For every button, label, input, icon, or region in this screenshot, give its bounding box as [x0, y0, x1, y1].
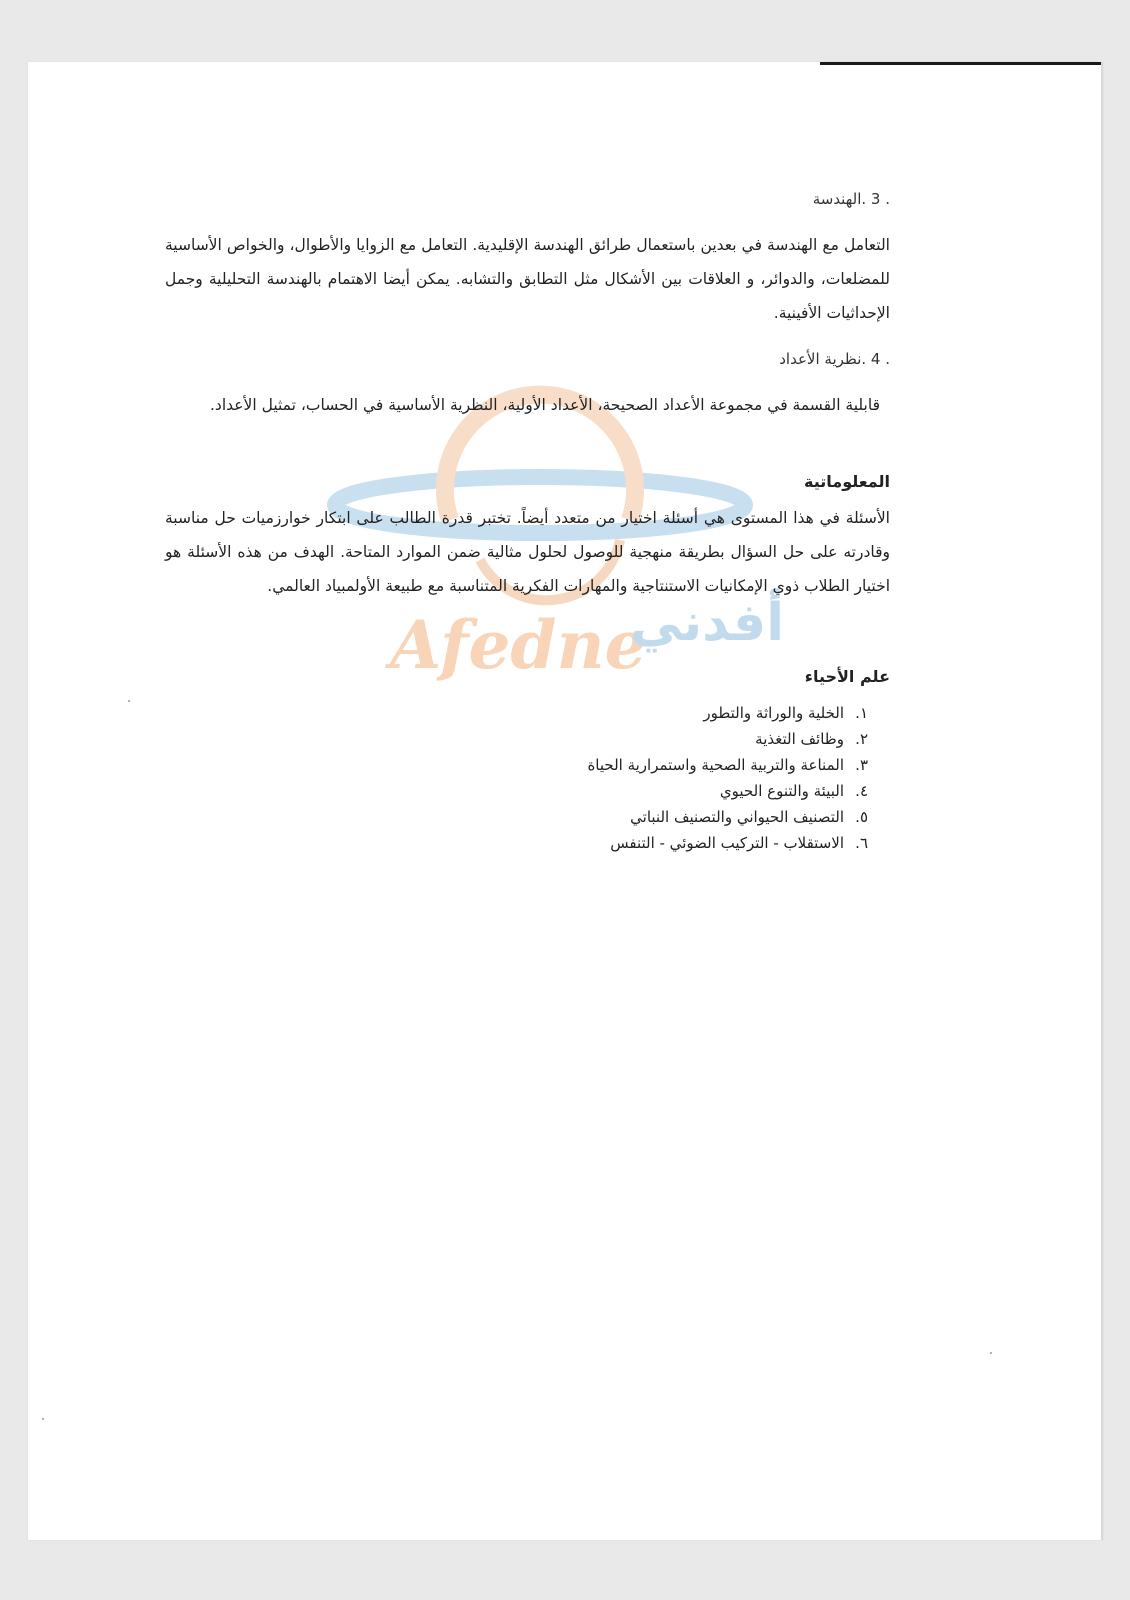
list-item: ٣.المناعة والتربية الصحية واستمرارية الحياة — [587, 756, 868, 774]
page-edge-shadow — [820, 62, 1103, 65]
list-item: ٤.البيئة والتنوع الحيوي — [719, 782, 868, 800]
page-edge-right — [1101, 62, 1103, 1540]
informatics-paragraph: الأسئلة في هذا المستوى هي أسئلة اختيار من متعدد أيضاً. تختبر قدرة الطالب على ابتكار خوارزميات حل مناسبة وقادرته على حل السؤال بطريقة منهجية للوصول لحلول مثالية ضمن الموارد المتاحة. الهدف من هذه الأسئلة هو اختيار الطلاب ذوي الإمكانيات الاستنتاجية والمهارات الفكرية المتناسبة مع طبيعة الأولمبياد العالمي. — [165, 509, 890, 595]
number-theory-paragraph: قابلية القسمة في مجموعة الأعداد الصحيحة، الأعداد الأولية، النظرية الأساسية في الحساب، تمثيل الأعداد. — [209, 396, 880, 414]
geometry-heading: . 3 .الهندسة — [812, 190, 890, 208]
scan-speck — [128, 700, 130, 702]
document-body — [165, 190, 890, 856]
geometry-section — [165, 190, 890, 330]
list-item: ٢.وظائف التغذية — [755, 730, 868, 748]
list-item: ٦.الاستقلاب - التركيب الضوئي - التنفس — [610, 834, 868, 852]
biology-section — [165, 667, 890, 856]
informatics-heading: المعلوماتية — [804, 472, 890, 491]
informatics-section — [165, 472, 890, 603]
geometry-paragraph: التعامل مع الهندسة في بعدين باستعمال طرائق الهندسة الإقليدية. التعامل مع الزوايا والأطوال، والخواص الأساسية للمضلعات، والدوائر، و العلاقات بين الأشكال مثل التطابق والتشابه. يمكن أيضا الاهتمام بالهندسة التحليلية وجمل الإحداثيات الأفينية. — [165, 236, 890, 322]
scan-speck — [42, 1418, 44, 1420]
watermark-latin-text: Afedne — [390, 606, 647, 684]
number-theory-heading: . 4 .نظرية الأعداد — [779, 350, 890, 368]
watermark-arabic-text: أفدني — [630, 593, 785, 653]
number-theory-section — [165, 350, 890, 422]
biology-heading: علم الأحياء — [804, 667, 890, 686]
biology-topic-list — [165, 700, 890, 856]
list-item: ٥.التصنيف الحيواني والتصنيف النباتي — [630, 808, 868, 826]
scan-speck — [990, 1352, 992, 1354]
list-item: ١.الخلية والوراثة والتطور — [703, 704, 868, 722]
